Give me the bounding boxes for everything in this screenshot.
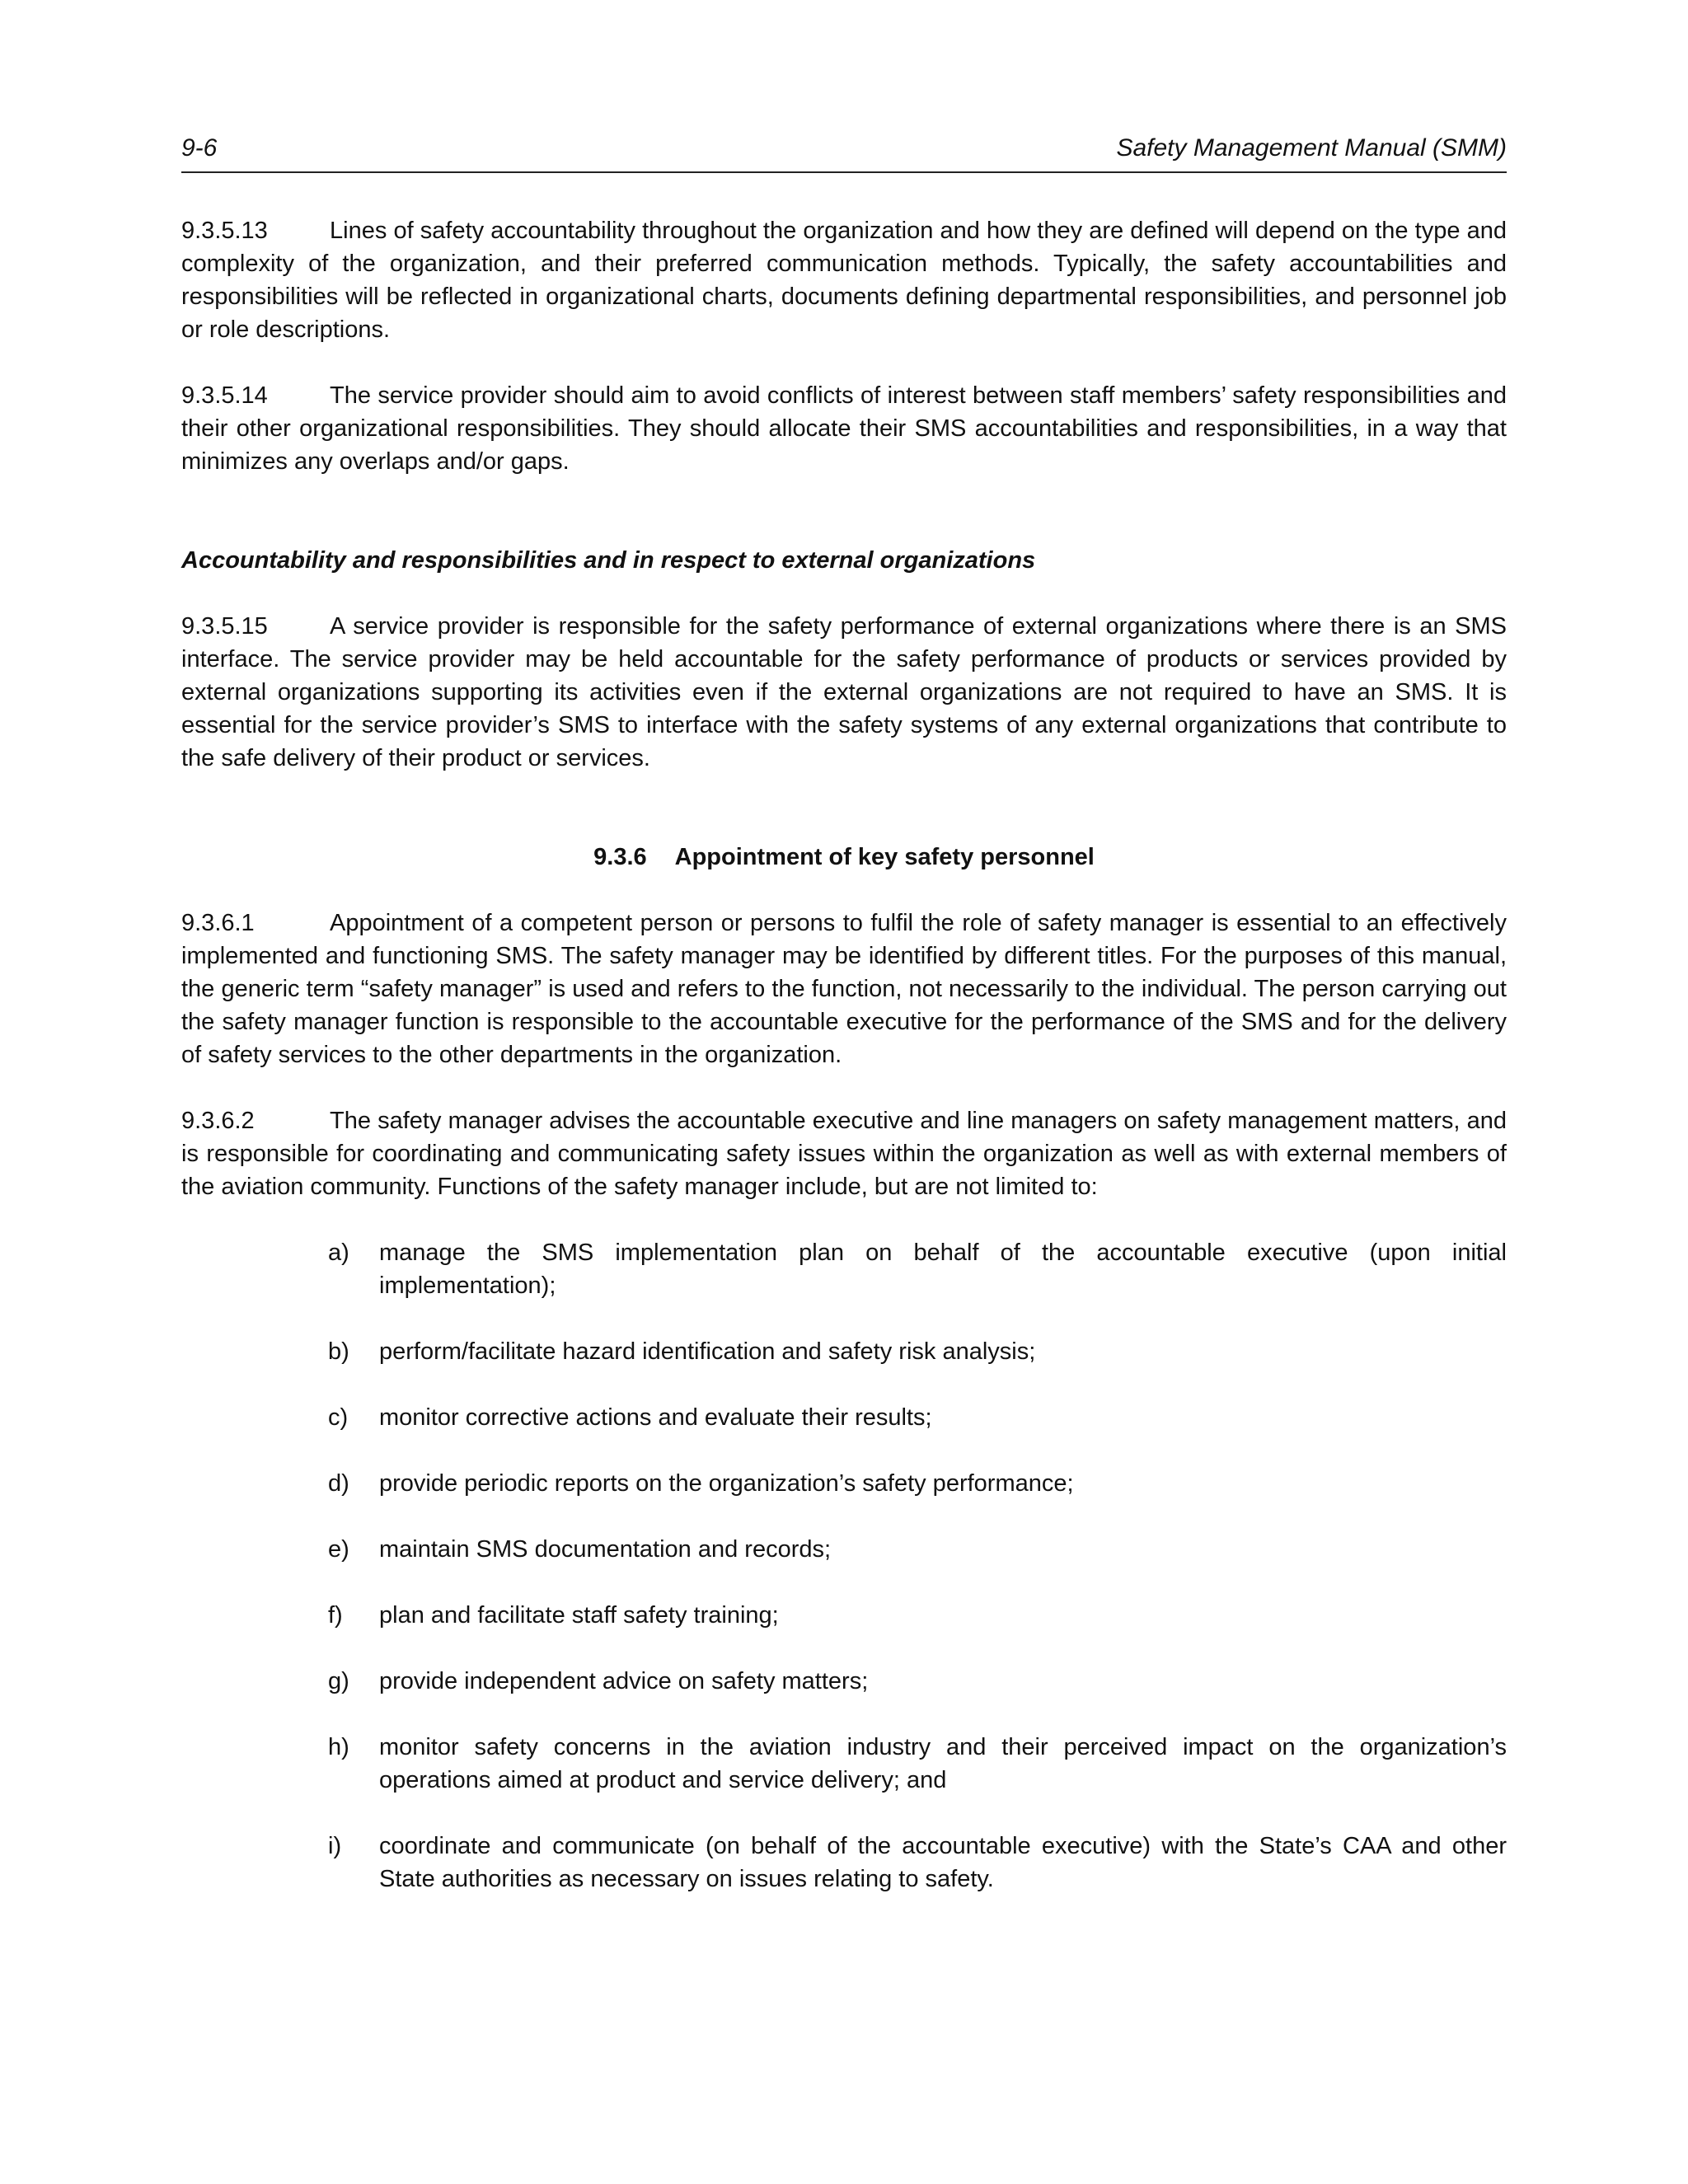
list-item-text: perform/facilitate hazard identification and safety risk analysis; xyxy=(379,1338,1036,1365)
document-page xyxy=(181,132,1507,1896)
list-item xyxy=(328,1533,1507,1566)
paragraph-9-3-5-14 xyxy=(181,379,1507,478)
paragraph-9-3-5-15 xyxy=(181,610,1507,775)
list-item-text: coordinate and communicate (on behalf of the accountable executive) with the State’s CAA and other State authorities as necessary on issues relating to safety. xyxy=(379,1833,1507,1892)
list-item-letter: h) xyxy=(328,1734,349,1760)
safety-manager-functions-list xyxy=(181,1236,1507,1896)
page-number: 9-6 xyxy=(181,134,218,162)
paragraph-text: The service provider should aim to avoid conflicts of interest between staff members’ safety responsibilities and their other organizational responsibilities. They should allocate their SMS accountabilities and responsibilities, in a way that minimizes any overlaps and/or gaps. xyxy=(181,382,1507,475)
list-item xyxy=(328,1731,1507,1797)
document-title: Safety Management Manual (SMM) xyxy=(1116,134,1507,162)
list-item xyxy=(328,1599,1507,1632)
list-item-text: provide independent advice on safety matters; xyxy=(379,1668,869,1694)
list-item-letter: b) xyxy=(328,1338,349,1365)
list-item-letter: a) xyxy=(328,1240,349,1266)
section-heading-9-3-6 xyxy=(181,841,1507,874)
paragraph-number: 9.3.6.1 xyxy=(181,910,255,936)
subheading-external-organizations: Accountability and responsibilities and in respect to external organizations xyxy=(181,547,1036,574)
paragraph-number: 9.3.5.13 xyxy=(181,218,268,244)
list-item-text: monitor safety concerns in the aviation industry and their perceived impact on the organization’s operations aimed at product and service delivery; and xyxy=(379,1734,1507,1793)
list-item xyxy=(328,1665,1507,1698)
list-item xyxy=(328,1236,1507,1302)
section-number: 9.3.6 xyxy=(593,844,647,870)
list-item-text: monitor corrective actions and evaluate their results; xyxy=(379,1404,932,1431)
paragraph-text: Appointment of a competent person or persons to fulfil the role of safety manager is essential to an effectively implemented and functioning SMS. The safety manager may be identified by different titles. For the purposes of this manual, the generic term “safety manager” is used and refers to the function, not necessarily to the individual. The person carrying out the safety manager function is responsible to the accountable executive for the performance of the SMS and for the delivery of safety services to the other departments in the organization. xyxy=(181,910,1507,1068)
list-item xyxy=(328,1401,1507,1434)
list-item-text: plan and facilitate staff safety training; xyxy=(379,1602,779,1629)
paragraph-text: The safety manager advises the accountable executive and line managers on safety management matters, and is responsible for coordinating and communicating safety issues within the organization as well as with external members of the aviation community. Functions of the safety manager include, but are not limited to: xyxy=(181,1108,1507,1200)
list-item-letter: i) xyxy=(328,1833,342,1859)
list-item xyxy=(328,1335,1507,1368)
paragraph-text: Lines of safety accountability throughout the organization and how they are defined will depend on the type and complexity of the organization, and their preferred communication methods. Typically, the safety accountabilities and responsibilities will be reflected in organizational charts, documents defining departmental responsibilities, and personnel job or role descriptions. xyxy=(181,218,1507,343)
list-item-letter: d) xyxy=(328,1470,349,1497)
paragraph-text: A service provider is responsible for the safety performance of external organizations where there is an SMS interface. The service provider may be held accountable for the safety performance of products or services provided by external organizations supporting its activities even if the external organizations are not required to have an SMS. It is essential for the service provider’s SMS to interface with the safety systems of any external organizations that contribute to the safe delivery of their product or services. xyxy=(181,613,1507,771)
paragraph-9-3-5-13 xyxy=(181,214,1507,346)
list-item-text: provide periodic reports on the organization’s safety performance; xyxy=(379,1470,1074,1497)
list-item-letter: c) xyxy=(328,1404,349,1431)
paragraph-number: 9.3.5.14 xyxy=(181,382,268,409)
paragraph-9-3-6-2 xyxy=(181,1104,1507,1203)
list-item xyxy=(328,1467,1507,1500)
list-item xyxy=(328,1830,1507,1896)
section-title: Appointment of key safety personnel xyxy=(674,844,1095,870)
page-header xyxy=(181,132,1507,173)
list-item-text: manage the SMS implementation plan on behalf of the accountable executive (upon initial implementation); xyxy=(379,1240,1507,1299)
list-item-text: maintain SMS documentation and records; xyxy=(379,1536,832,1563)
paragraph-9-3-6-1 xyxy=(181,907,1507,1071)
paragraph-number: 9.3.5.15 xyxy=(181,613,268,640)
list-item-letter: g) xyxy=(328,1668,349,1694)
list-item-letter: f) xyxy=(328,1602,343,1629)
list-item-letter: e) xyxy=(328,1536,349,1563)
paragraph-number: 9.3.6.2 xyxy=(181,1108,255,1134)
